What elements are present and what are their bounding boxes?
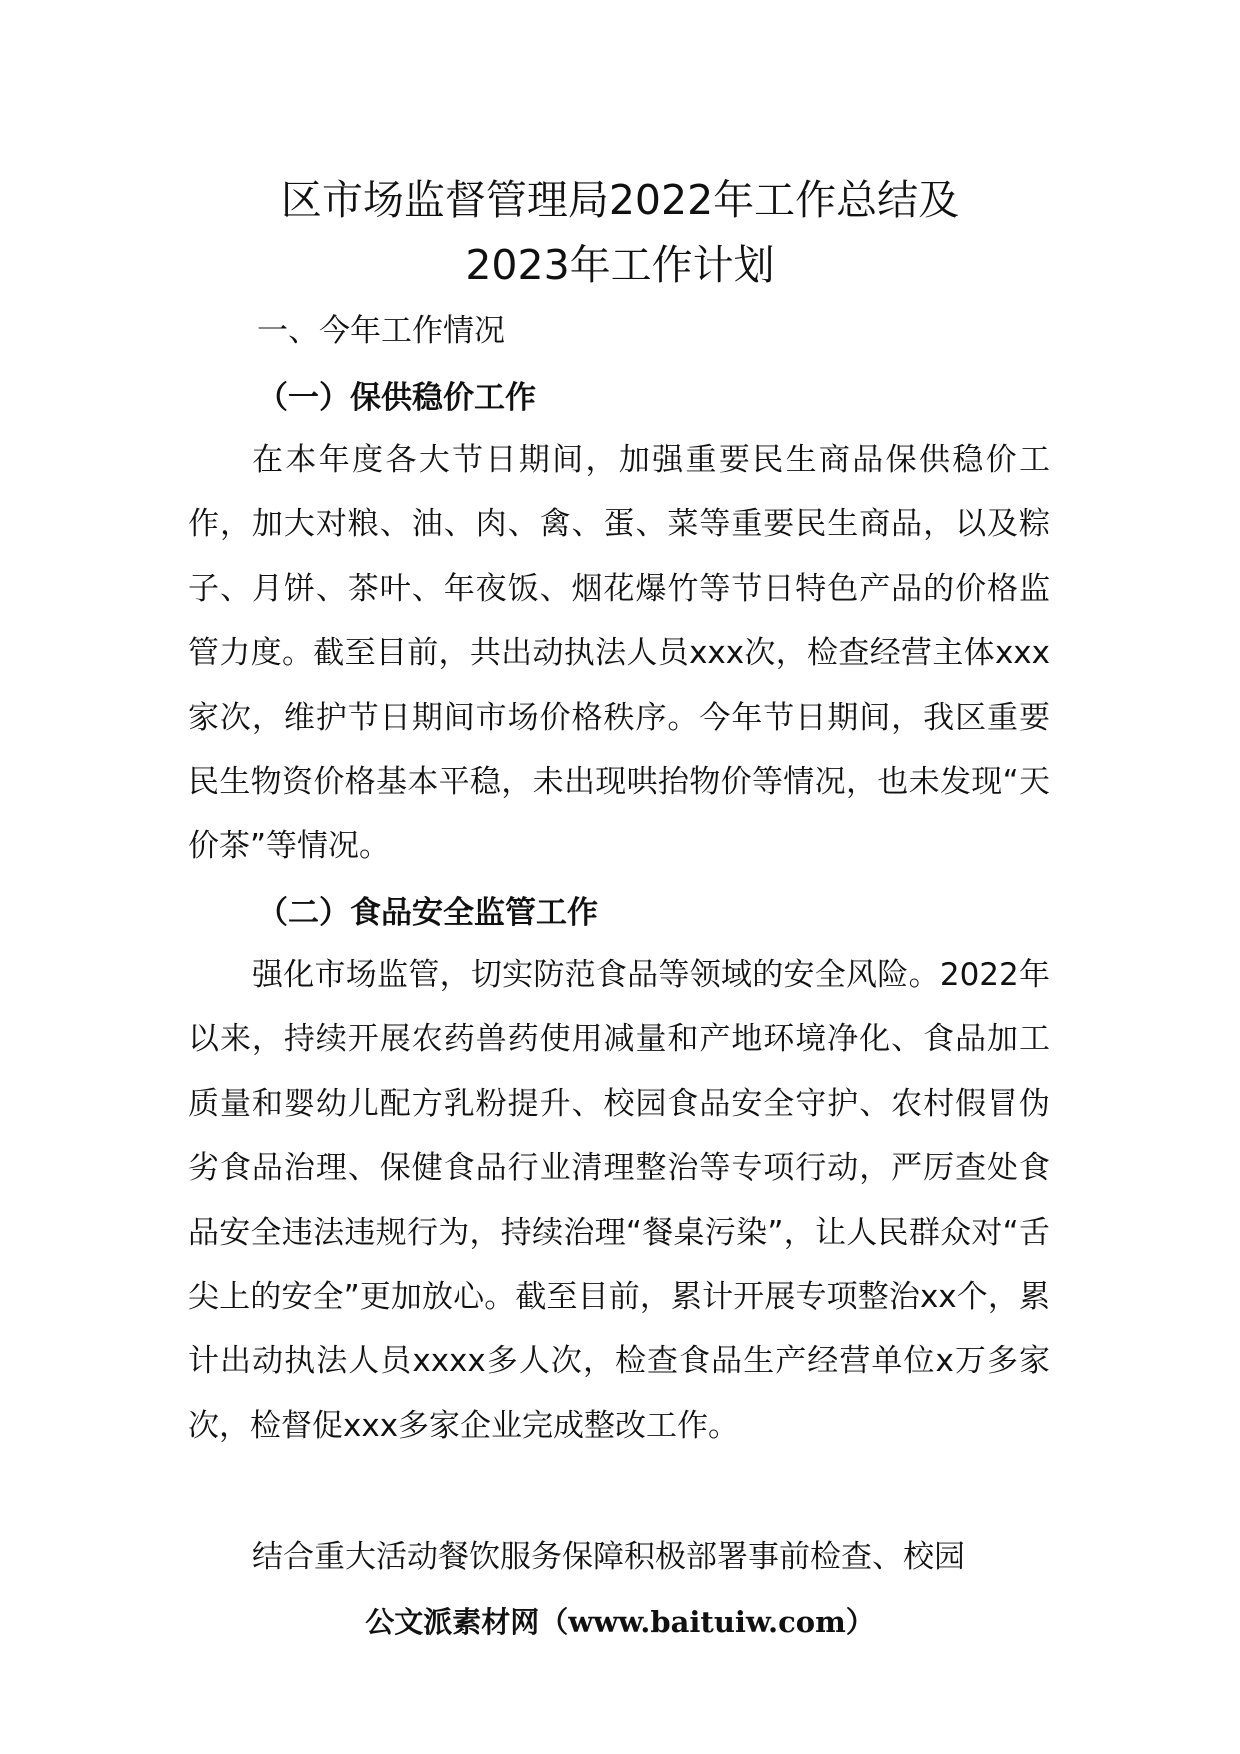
footer-site-name: 公文派素材网: [365, 1605, 540, 1639]
paragraph-price-stability: 在本年度各大节日期间，加强重要民生商品保供稳价工作，加大对粮、油、肉、禽、蛋、菜等重要民生商品，以及粽子、月饼、茶叶、年夜饭、烟花爆竹等节日特色产品的价格监管力度。截至目前，共出动执法人员xxx次，检查经营主体xxx家次，维护节日期间市场价格秩序。今年节日期间，我区重要民生物资价格基本平稳，未出现哄抬物价等情况，也未发现“天价茶”等情况。: [188, 442, 1050, 865]
footer-watermark: [0, 1602, 1240, 1642]
subsection-heading-1: （一）保供稳价工作: [257, 380, 536, 416]
footer-site-url: （www.baituiw.com）: [539, 1605, 875, 1639]
document-title-line1: 区市场监督管理局2022年工作总结及: [280, 176, 960, 224]
document-title-line2: 2023年工作计划: [465, 241, 775, 289]
paragraph-food-safety: 强化市场监管，切实防范食品等领域的安全风险。2022年以来，持续开展农药兽药使用减量和产地环境净化、食品加工质量和婴幼儿配方乳粉提升、校园食品安全守护、农村假冒伪劣食品治理、保健食品行业清理整治等专项行动，严厉查处食品安全违法违规行为，持续治理“餐桌污染”，让人民群众对“舌尖上的安全”更加放心。截至目前，累计开展专项整治xx个，累计出动执法人员xxxx多人次，检查食品生产经营单位x万多家次，检督促xxx多家企业完成整改工作。: [188, 957, 1050, 1444]
paragraph-food-safety-continued: 结合重大活动餐饮服务保障积极部署事前检查、校园: [252, 1539, 965, 1575]
subsection-heading-2: （二）食品安全监管工作: [257, 895, 598, 931]
section-heading-1: 一、今年工作情况: [257, 313, 505, 349]
